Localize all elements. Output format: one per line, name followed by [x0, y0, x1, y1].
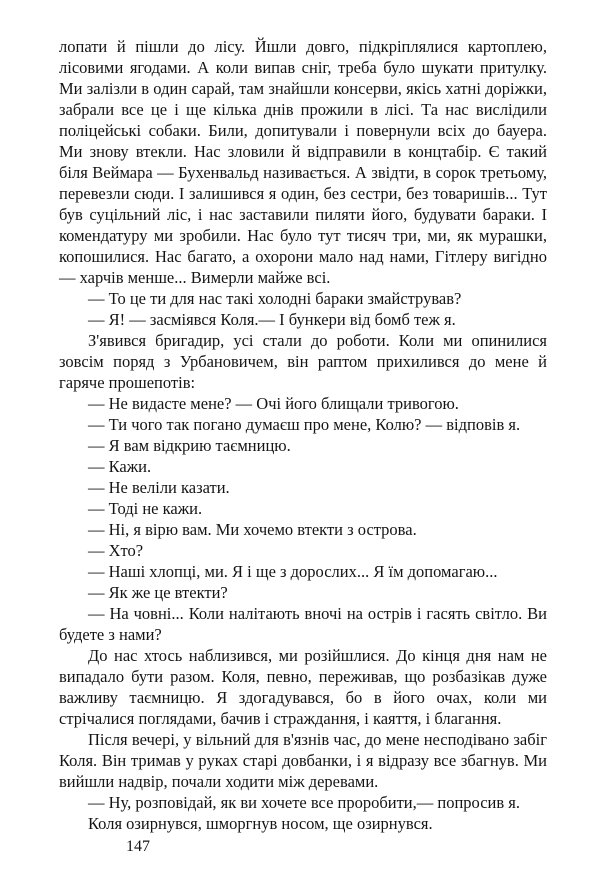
- dialogue-line: — Не веліли казати.: [88, 478, 230, 497]
- dialogue-line: — Кажи.: [88, 457, 152, 476]
- paragraph: лопати й пішли до лісу. Йшли довго, підкріплялися картоплею, лісовими ягодами. А коли випав сніг, треба було шукати притулку. Ми залізли в один сарай, там знайшли консерви, якісь хатні доріжки, забрали все це і ще кілька днів прожили в лісі. Та нас вислідили поліцейські собаки. Били, допитували і повернули всіх до бауера. Ми знову втекли. Нас зловили й відправили в концтабір. Є такий біля Веймара — Бухенвальд називається. А звідти, в сорок третьому, перевезли сюди. І залишився я один, без сестри, без товаришів... Тут був суцільний ліс, і нас заставили пиляти його, будувати бараки. І комендатуру ми зробили. Нас було тут тисяч три, ми, як мурашки, копошилися. Нас багато, а охорони мало над нами, Гітлеру вигідно — харчів менше... Вимерли майже всі.: [59, 37, 547, 287]
- dialogue-line: — Тоді не кажи.: [88, 499, 203, 518]
- book-page-text: [59, 36, 547, 834]
- dialogue-line: — Ну, розповідай, як ви хочете все проробити,— попросив я.: [88, 793, 520, 812]
- dialogue-line: — Як же це втекти?: [88, 583, 228, 602]
- dialogue-line: — Я! — засміявся Коля.— І бункери від бомб теж я.: [88, 310, 456, 329]
- dialogue-line: — На човні... Коли налітають вночі на острів і гасять світло. Ви будете з нами?: [59, 604, 547, 644]
- dialogue-line: — Я вам відкрию таємницю.: [88, 436, 291, 455]
- page-number: 147: [126, 838, 150, 855]
- dialogue-line: — Хто?: [88, 541, 144, 560]
- paragraph: З'явився бригадир, усі стали до роботи. Коли ми опинилися зовсім поряд з Урбановичем, він раптом прихилився до мене й гаряче прошепотів:: [59, 331, 547, 392]
- paragraph: Після вечері, у вільний для в'язнів час, до мене несподівано забіг Коля. Він тримав у руках старі довбанки, і я відразу все збагнув. Ми вийшли надвір, почали ходити між деревами.: [59, 730, 547, 791]
- dialogue-line: — Ні, я вірю вам. Ми хочемо втекти з острова.: [88, 520, 417, 539]
- dialogue-line: — То це ти для нас такі холодні бараки змайстрував?: [88, 289, 462, 308]
- paragraph: Коля озирнувся, шморгнув носом, ще озирнувся.: [88, 814, 433, 833]
- dialogue-line: — Наші хлопці, ми. Я і ще з дорослих... Я їм допомагаю...: [88, 562, 498, 581]
- dialogue-line: — Ти чого так погано думаєш про мене, Колю? — відповів я.: [88, 415, 521, 434]
- dialogue-line: — Не видасте мене? — Очі його блищали тривогою.: [88, 394, 459, 413]
- paragraph: До нас хтось наблизився, ми розійшлися. До кінця дня нам не випадало бути разом. Коля, певно, переживав, що розбазікав дуже важливу таємницю. Я здогадувався, бо в його очах, коли ми стрічалися поглядами, бачив і страждання, і каяття, і благання.: [59, 646, 547, 728]
